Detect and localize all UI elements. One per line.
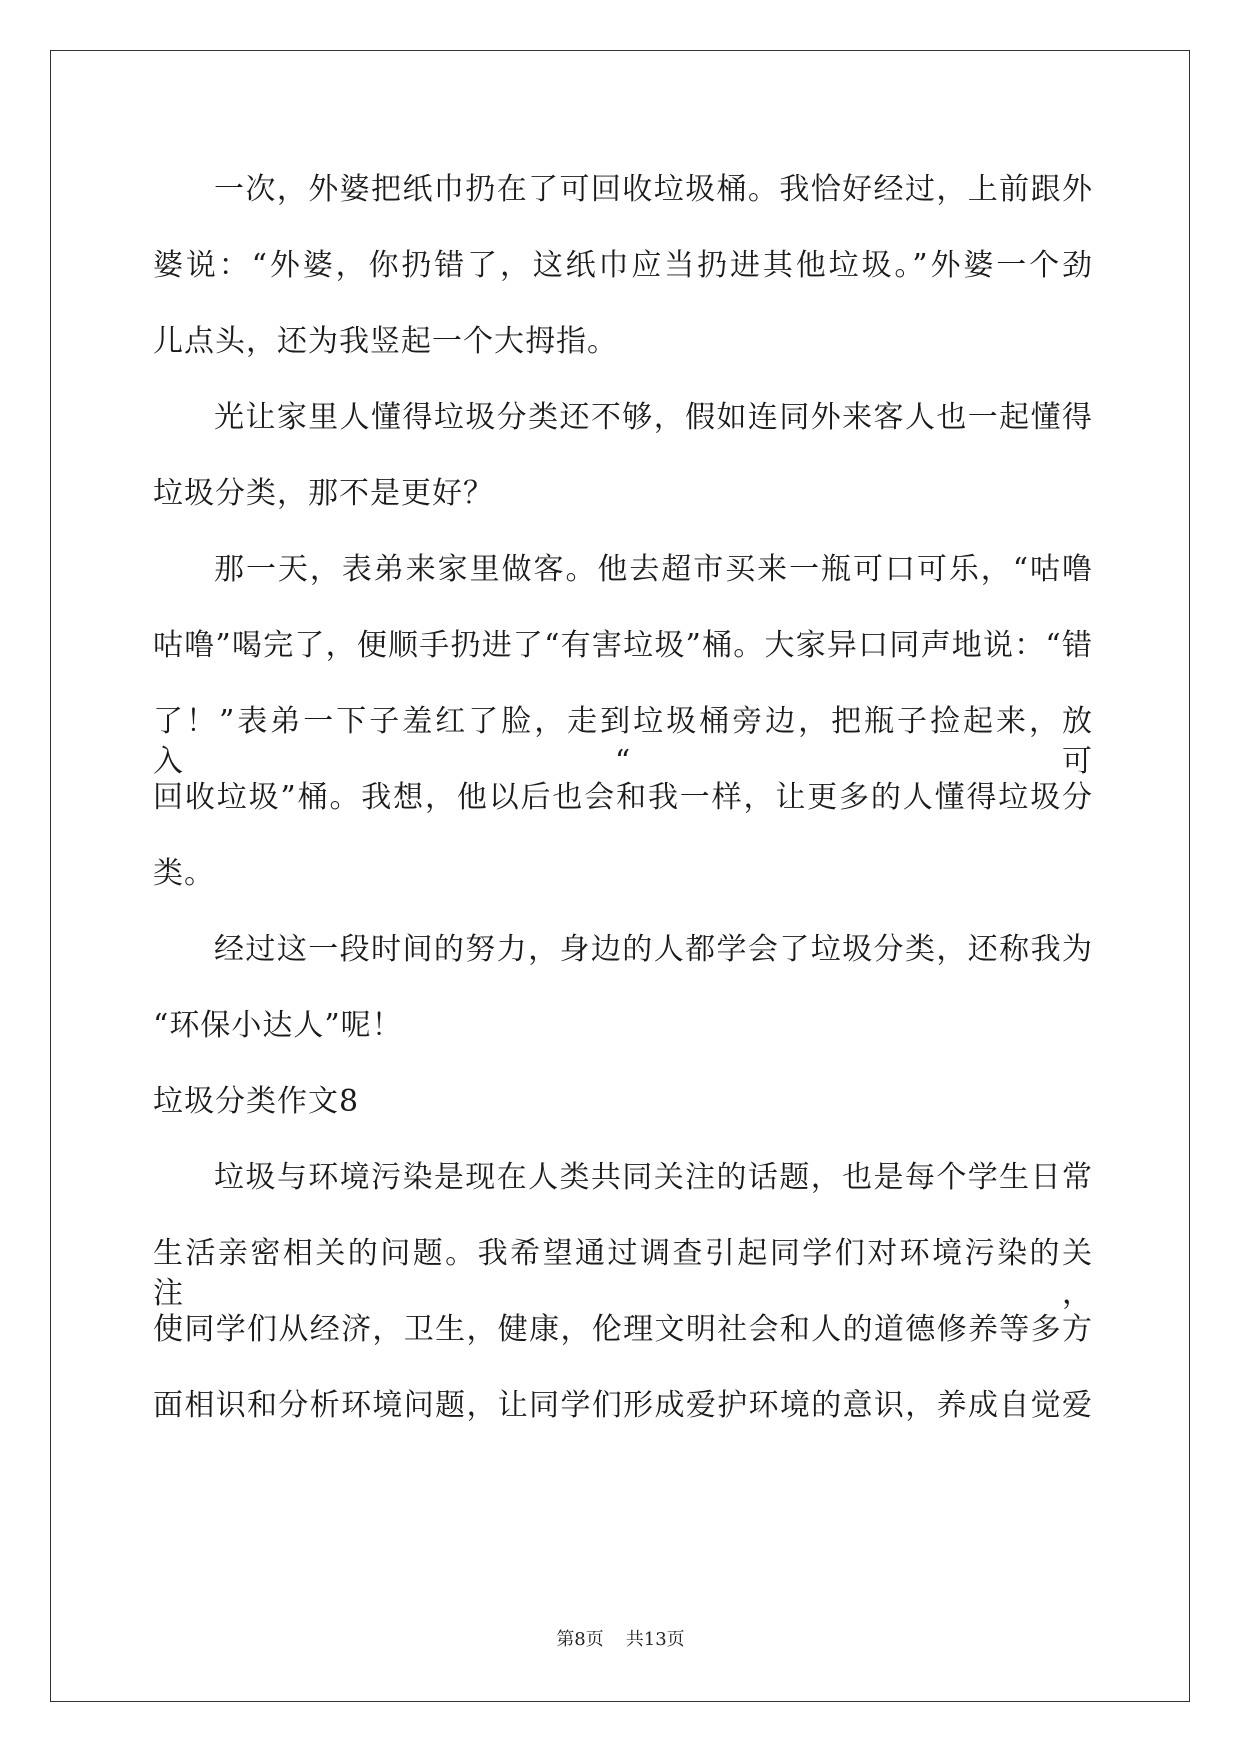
paragraph-line: 那一天，表弟来家里做客。他去超市买来一瓶可口可乐，“咕噜 (214, 552, 1093, 587)
paragraph-line: 生活亲密相关的问题。我希望通过调查引起同学们对环境污染的关注， (153, 1236, 1093, 1311)
paragraph-line: 经过这一段时间的努力，身边的人都学会了垃圾分类，还称我为 (214, 932, 1093, 967)
paragraph-line: 垃圾分类，那不是更好？ (153, 476, 494, 511)
page-footer (0, 1628, 1241, 1652)
paragraph-line: 一次，外婆把纸巾扔在了可回收垃圾桶。我恰好经过，上前跟外 (214, 172, 1093, 207)
paragraph-line: 婆说：“外婆，你扔错了，这纸巾应当扔进其他垃圾。”外婆一个劲 (153, 248, 1093, 283)
paragraph-line: 类。 (153, 856, 215, 891)
paragraph-line: 面相识和分析环境问题，让同学们形成爱护环境的意识，养成自觉爱 (153, 1388, 1093, 1423)
paragraph-line: 儿点头，还为我竖起一个大拇指。 (153, 324, 618, 359)
paragraph-line: 了！”表弟一下子羞红了脸，走到垃圾桶旁边，把瓶子捡起来，放入“可 (153, 704, 1093, 779)
paragraph-line: 回收垃圾”桶。我想，他以后也会和我一样，让更多的人懂得垃圾分 (153, 780, 1093, 815)
paragraph-line: “环保小达人”呢！ (153, 1008, 403, 1043)
section-heading: 垃圾分类作文8 (153, 1084, 360, 1119)
paragraph-line: 使同学们从经济，卫生，健康，伦理文明社会和人的道德修养等多方 (153, 1312, 1093, 1347)
paragraph-line: 垃圾与环境污染是现在人类共同关注的话题，也是每个学生日常 (214, 1160, 1093, 1195)
paragraph-line: 光让家里人懂得垃圾分类还不够，假如连同外来客人也一起懂得 (214, 400, 1093, 435)
paragraph-line: 咕噜”喝完了，便顺手扔进了“有害垃圾”桶。大家异口同声地说：“错 (153, 628, 1093, 663)
page-number-current: 第8页 (556, 1629, 604, 1650)
page-number-total: 共13页 (625, 1629, 685, 1650)
